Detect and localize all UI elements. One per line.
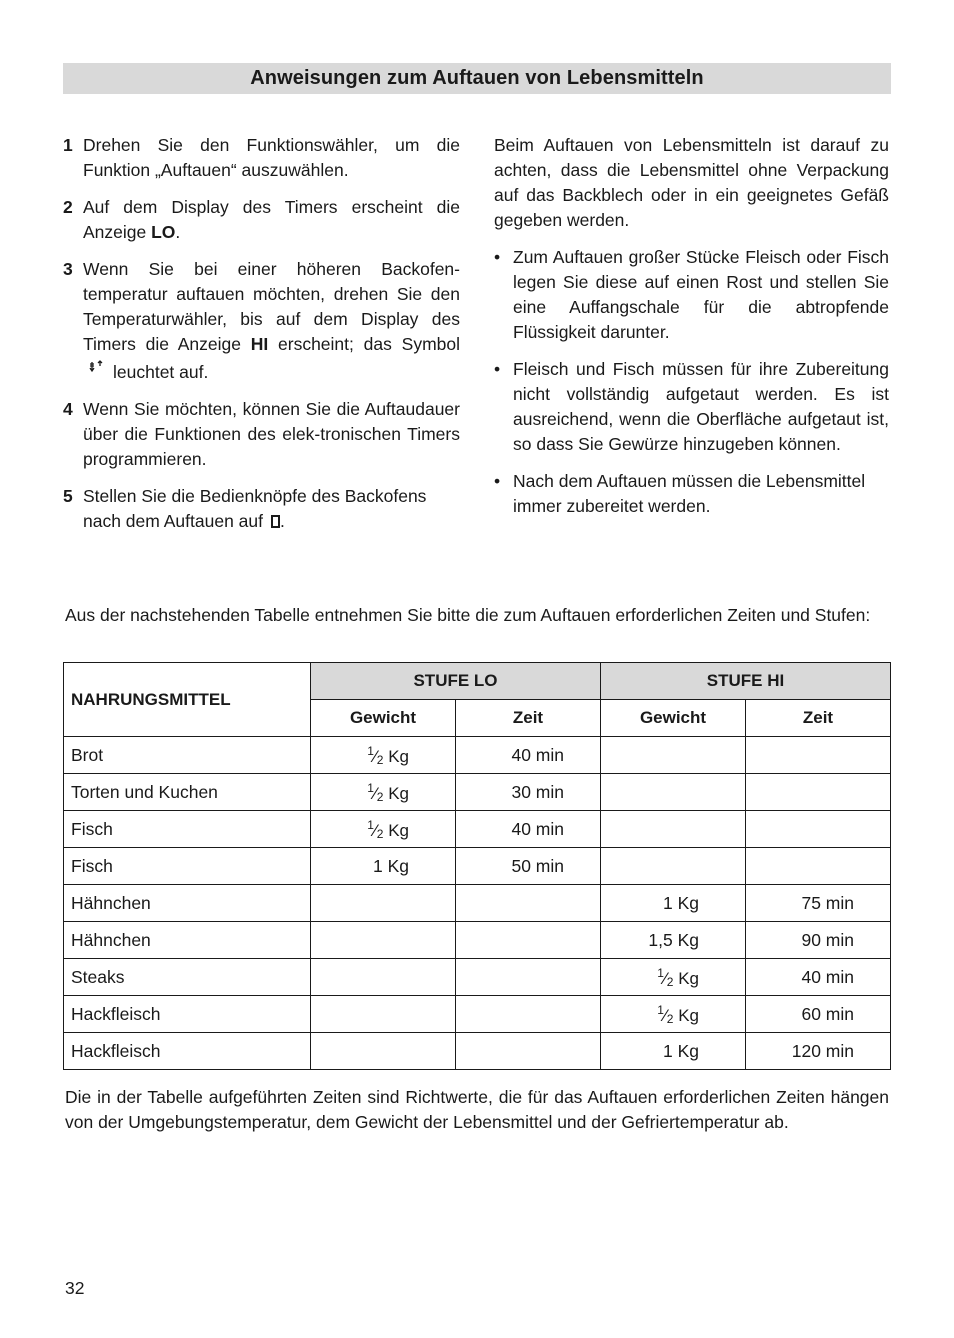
lo-weight-cell <box>311 737 456 774</box>
step-number: 1 <box>63 135 73 155</box>
table-row <box>64 774 891 811</box>
food-cell: Hackfleisch <box>64 1033 311 1070</box>
hi-weight-cell <box>601 811 746 848</box>
step-number: 2 <box>63 197 73 217</box>
step-text-part: . <box>175 222 181 242</box>
lo-time-cell <box>456 885 601 922</box>
column-header-weight: Gewicht <box>601 700 746 737</box>
table-row <box>64 959 891 996</box>
column-group-lo: STUFE LO <box>311 663 601 700</box>
half-kg-fraction: $^1⁄_2$ Kg <box>657 1002 699 1026</box>
bullet-text: Nach dem Auftauen müssen die Lebensmittel immer zubereitet werden. <box>513 471 866 516</box>
table-body <box>64 737 891 1070</box>
lo-time-cell: 50 min <box>456 848 601 885</box>
lo-weight-cell <box>311 885 456 922</box>
hi-weight-cell: 1 Kg <box>601 1033 746 1070</box>
hi-weight-cell <box>601 737 746 774</box>
food-cell: Fisch <box>64 811 311 848</box>
step-1 <box>63 133 460 183</box>
step-text <box>83 195 460 245</box>
step-text: Wenn Sie möchten, können Sie die Auftaudauer über die Funktionen des elek-tronischen Timers programmieren. <box>83 399 460 469</box>
food-cell: Steaks <box>64 959 311 996</box>
step-text-part: . <box>280 511 285 531</box>
table-row <box>64 1033 891 1070</box>
hi-time-cell: 40 min <box>746 959 891 996</box>
step-5 <box>63 484 460 534</box>
hi-weight-cell <box>601 774 746 811</box>
hi-time-cell <box>746 848 891 885</box>
hi-time-cell: 60 min <box>746 996 891 1033</box>
half-kg-fraction: $^1⁄_2$ Kg <box>367 780 409 804</box>
lo-time-cell <box>456 959 601 996</box>
lo-time-cell: 40 min <box>456 737 601 774</box>
step-text-part: Stellen Sie die Bedienknöpfe des Backofens nach dem Auftauen auf <box>83 486 427 531</box>
hi-weight-cell: 1,5 Kg <box>601 922 746 959</box>
page-title: Anweisungen zum Auftauen von Lebensmitteln <box>63 63 891 94</box>
step-3 <box>63 257 460 385</box>
hi-weight-cell <box>601 848 746 885</box>
bullet-item <box>494 245 889 345</box>
table-row <box>64 922 891 959</box>
thawing-table <box>63 662 891 1070</box>
column-group-hi: STUFE HI <box>601 663 891 700</box>
half-kg-fraction: $^1⁄_2$ Kg <box>367 743 409 767</box>
table-footnote: Die in der Tabelle aufgeführten Zeiten sind Richtwerte, die für das Auftauen erforderlichen Zeiten hängen von der Umgebungstemperatur, dem Gewicht der Lebensmittel und der Gefriertemperatur ab. <box>65 1087 889 1132</box>
instruction-steps <box>63 133 460 546</box>
table-intro: Aus der nachstehenden Tabelle entnehmen Sie bitte die zum Auftauen erforderlichen Zeiten und Stufen: <box>65 605 871 625</box>
page-number: 32 <box>65 1278 85 1298</box>
notes-column <box>494 133 889 531</box>
lo-time-cell <box>456 922 601 959</box>
step-2 <box>63 195 460 245</box>
bullet-text: Fleisch und Fisch müssen für ihre Zubereitung nicht vollständig aufgetaut werden. Es ist ausreichend, wenn die Oberfläche aufgetaut ist, so dass Sie Gewürze hinzugeben können. <box>513 359 889 454</box>
bullet-item <box>494 357 889 457</box>
column-header-time: Zeit <box>746 700 891 737</box>
table-row <box>64 996 891 1033</box>
food-cell: Torten und Kuchen <box>64 774 311 811</box>
hi-time-cell: 90 min <box>746 922 891 959</box>
lo-time-cell <box>456 1033 601 1070</box>
food-cell: Hähnchen <box>64 922 311 959</box>
step-text-part: leuchtet auf. <box>113 362 209 382</box>
column-header-food: NAHRUNGSMITTEL <box>64 663 311 737</box>
table-row <box>64 885 891 922</box>
bullet-text: Zum Auftauen großer Stücke Fleisch oder Fisch legen Sie diese auf einen Rost und stellen Sie eine Auffangschale für die abtropfende Flüssigkeit darunter. <box>513 247 889 342</box>
half-kg-fraction: $^1⁄_2$ Kg <box>367 817 409 841</box>
lo-weight-cell <box>311 774 456 811</box>
step-number: 4 <box>63 399 73 419</box>
table-header-row <box>64 663 891 700</box>
thaw-symbol-icon <box>89 357 103 382</box>
step-number: 5 <box>63 486 73 506</box>
hi-weight-cell: 1 Kg <box>601 885 746 922</box>
lo-weight-cell: 1 Kg <box>311 848 456 885</box>
bullet-item <box>494 469 889 519</box>
half-kg-fraction: $^1⁄_2$ Kg <box>657 965 699 989</box>
hi-time-cell: 75 min <box>746 885 891 922</box>
food-cell: Hähnchen <box>64 885 311 922</box>
hi-time-cell <box>746 737 891 774</box>
food-cell: Fisch <box>64 848 311 885</box>
table-row <box>64 848 891 885</box>
off-position-icon <box>271 515 280 528</box>
hi-time-cell <box>746 774 891 811</box>
hi-weight-cell <box>601 959 746 996</box>
hi-time-cell: 120 min <box>746 1033 891 1070</box>
display-code-hi: HI <box>250 334 269 354</box>
thawing-intro: Beim Auftauen von Lebensmitteln ist darauf zu achten, dass die Lebensmittel ohne Verpackung auf das Backblech oder in ein geeignetes Gefäß gegeben werden. <box>494 135 889 230</box>
step-text-part: Auf dem Display des Timers erscheint die Anzeige <box>83 197 460 242</box>
lo-weight-cell <box>311 1033 456 1070</box>
lo-time-cell <box>456 996 601 1033</box>
hi-weight-cell <box>601 996 746 1033</box>
lo-weight-cell <box>311 996 456 1033</box>
lo-time-cell: 30 min <box>456 774 601 811</box>
table-row <box>64 811 891 848</box>
display-code-lo: LO <box>151 222 176 242</box>
step-number: 3 <box>63 259 73 279</box>
table-row <box>64 737 891 774</box>
bullet-marker: • <box>494 247 501 267</box>
hi-time-cell <box>746 811 891 848</box>
step-text <box>83 257 460 385</box>
lo-time-cell: 40 min <box>456 811 601 848</box>
column-header-time: Zeit <box>456 700 601 737</box>
food-cell: Brot <box>64 737 311 774</box>
bullet-marker: • <box>494 359 501 379</box>
step-4 <box>63 397 460 472</box>
step-text-part: erscheint; das Symbol <box>268 334 460 354</box>
column-header-weight: Gewicht <box>311 700 456 737</box>
step-text <box>83 484 460 534</box>
bullet-marker: • <box>494 471 501 491</box>
food-cell: Hackfleisch <box>64 996 311 1033</box>
lo-weight-cell <box>311 959 456 996</box>
step-text: Drehen Sie den Funktionswähler, um die Funktion „Auftauen“ auszuwählen. <box>83 135 460 180</box>
lo-weight-cell <box>311 922 456 959</box>
lo-weight-cell <box>311 811 456 848</box>
step-text-part: Wenn Sie bei einer höheren Backofen-temperatur auftauen möchten, drehen Sie den Temperaturwähler, bis auf dem Display des Timers die Anzeige <box>83 259 460 354</box>
